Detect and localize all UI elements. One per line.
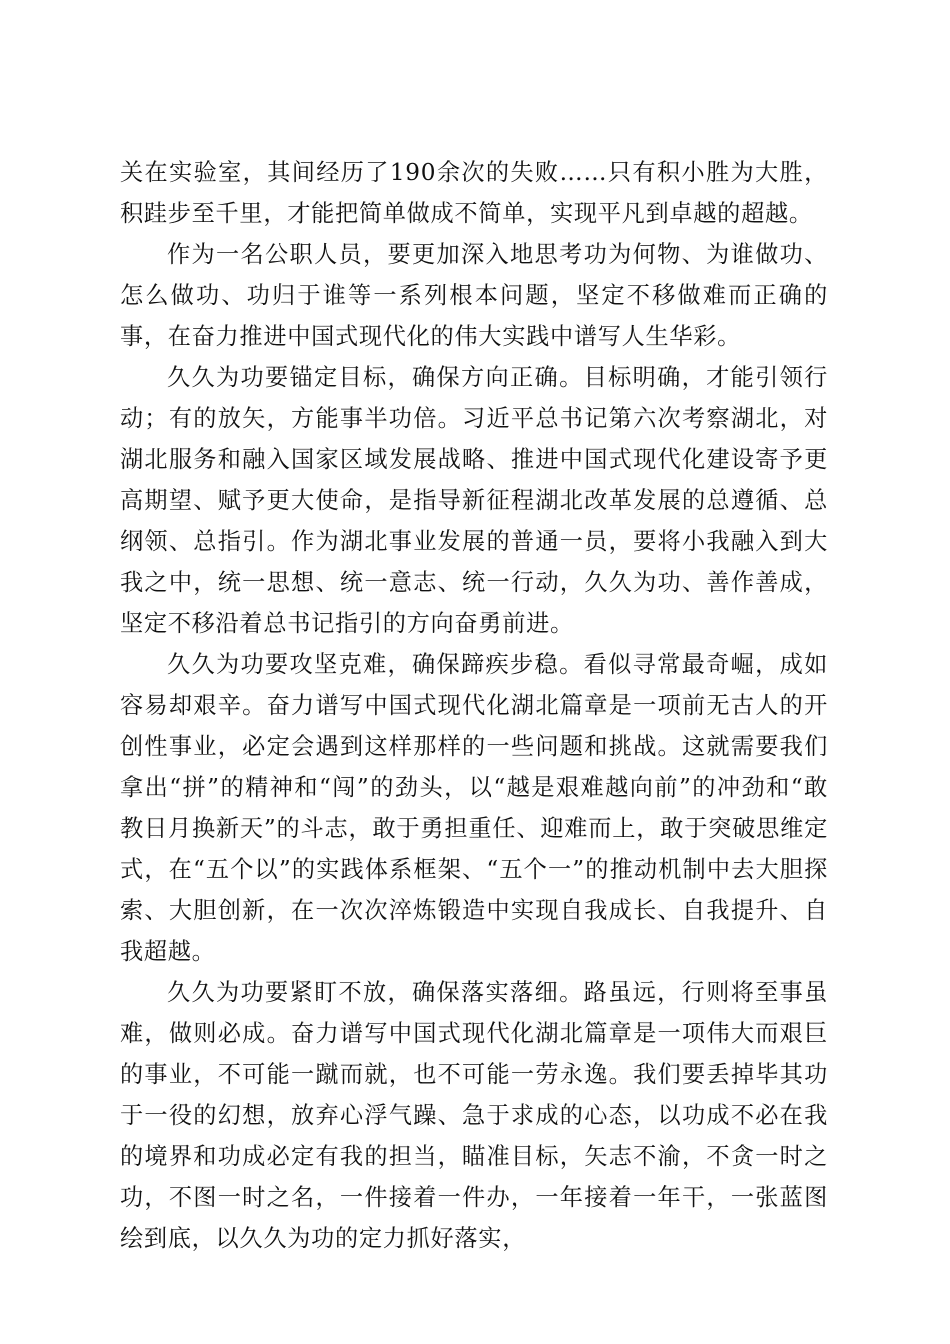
paragraph-implementation: 久久为功要紧盯不放，确保落实落细。路虽远，行则将至事虽难，做则必成。奋力谱写中国式现代化湖北篇章是一项伟大而艰巨的事业，不可能一蹴而就，也不可能一劳永逸。我们要丢掉毕其功于一役的幻想，放弃心浮气躁、急于求成的心态，以功成不必在我的境界和功成必定有我的担当，瞄准目标，矢志不渝，不贪一时之功，不图一时之名，一件接着一件办，一年接着一年干，一张蓝图绘到底，以久久为功的定力抓好落实， (120, 979, 828, 1252)
paragraph-overcome-difficulties: 久久为功要攻坚克难，确保蹄疾步稳。看似寻常最奇崛，成如容易却艰辛。奋力谱写中国式现代化湖北篇章是一项前无古人的开创性事业，必定会遇到这样那样的一些问题和挑战。这就需要我们拿出“拼”的精神和“闯”的劲头，以“越是艰难越向前”的冲劲和“敢教日月换新天”的斗志，敢于勇担重任、迎难而上，敢于突破思维定式，在“五个以”的实践体系框架、“五个一”的推动机制中去大胆探索、大胆创新，在一次次淬炼锻造中实现自我成长、自我提升、自我超越。 (120, 651, 828, 965)
paragraph-civil-servant: 作为一名公职人员，要更加深入地思考功为何物、为谁做功、怎么做功、功归于谁等一系列根本问题，坚定不移做难而正确的事，在奋力推进中国式现代化的伟大实践中谱写人生华彩。 (120, 241, 828, 350)
paragraph-anchor-goals: 久久为功要锚定目标，确保方向正确。目标明确，才能引领行动；有的放矢，方能事半功倍。习近平总书记第六次考察湖北，对湖北服务和融入国家区域发展战略、推进中国式现代化建设寄予更高期望、赋予更大使命，是指导新征程湖北改革发展的总遵循、总纲领、总指引。作为湖北事业发展的普通一员，要将小我融入到大我之中，统一思想、统一意志、统一行动，久久为功、善作善成，坚定不移沿着总书记指引的方向奋勇前进。 (120, 364, 828, 637)
document-page (120, 152, 828, 1259)
paragraph-continuation: 关在实验室，其间经历了190余次的失败……只有积小胜为大胜，积跬步至千里，才能把简单做成不简单，实现平凡到卓越的超越。 (120, 159, 828, 227)
